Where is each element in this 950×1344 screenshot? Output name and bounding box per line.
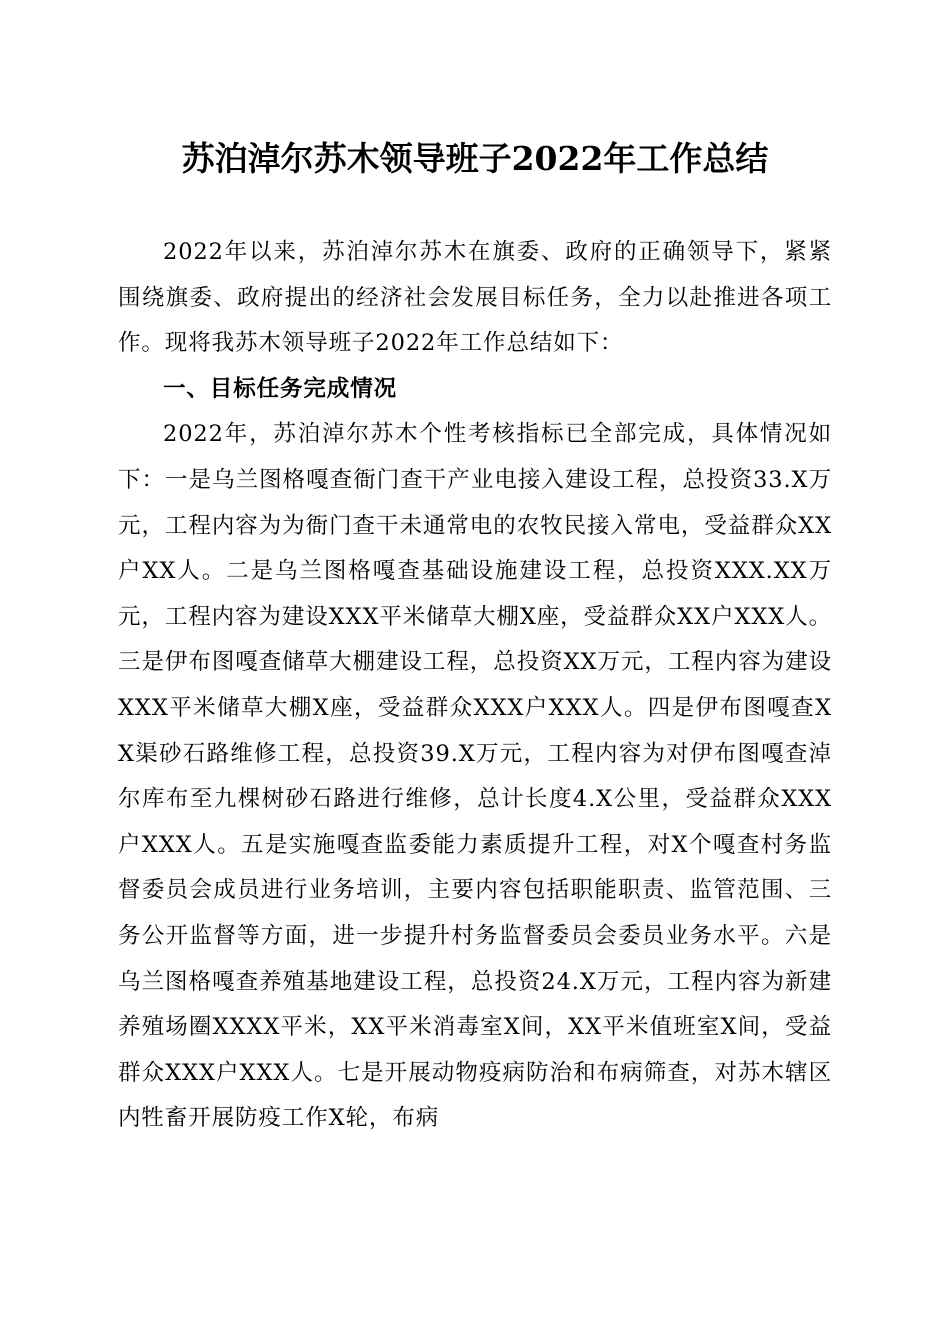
document-body xyxy=(118,230,832,1142)
document-title: 苏泊淖尔苏木领导班子2022年工作总结 xyxy=(181,139,769,178)
intro-paragraph: 2022年以来，苏泊淖尔苏木在旗委、政府的正确领导下，紧紧围绕旗委、政府提出的经济社会发展目标任务，全力以赴推进各项工作。现将我苏木领导班子2022年工作总结如下： xyxy=(118,239,832,357)
section-1-paragraph: 2022年，苏泊淖尔苏木个性考核指标已全部完成，具体情况如下：一是乌兰图格嘎查衙门查干产业电接入建设工程，总投资33.X万元，工程内容为为衙门查干未通常电的农牧民接入常电，受益群众XX户XX人。二是乌兰图格嘎查基础设施建设工程，总投资XXX.XX万元，工程内容为建设XXX平米储草大棚X座，受益群众XX户XXX人。三是伊布图嘎查储草大棚建设工程，总投资XX万元，工程内容为建设XXX平米储草大棚X座，受益群众XXX户XXX人。四是伊布图嘎查XX渠砂石路维修工程，总投资39.X万元，工程内容为对伊布图嘎查淖尔库布至九棵树砂石路进行维修，总计长度4.X公里，受益群众XXX户XXX人。五是实施嘎查监委能力素质提升工程，对X个嘎查村务监督委员会成员进行业务培训，主要内容包括职能职责、监管范围、三务公开监督等方面，进一步提升村务监督委员会委员业务水平。六是乌兰图格嘎查养殖基地建设工程，总投资24.X万元，工程内容为新建养殖场圈XXXX平米，XX平米消毒室X间，XX平米值班室X间，受益群众XXX户XXX人。七是开展动物疫病防治和布病筛查，对苏木辖区内牲畜开展防疫工作X轮，布病 xyxy=(118,421,832,1132)
section-heading-1: 一、目标任务完成情况 xyxy=(163,375,398,402)
